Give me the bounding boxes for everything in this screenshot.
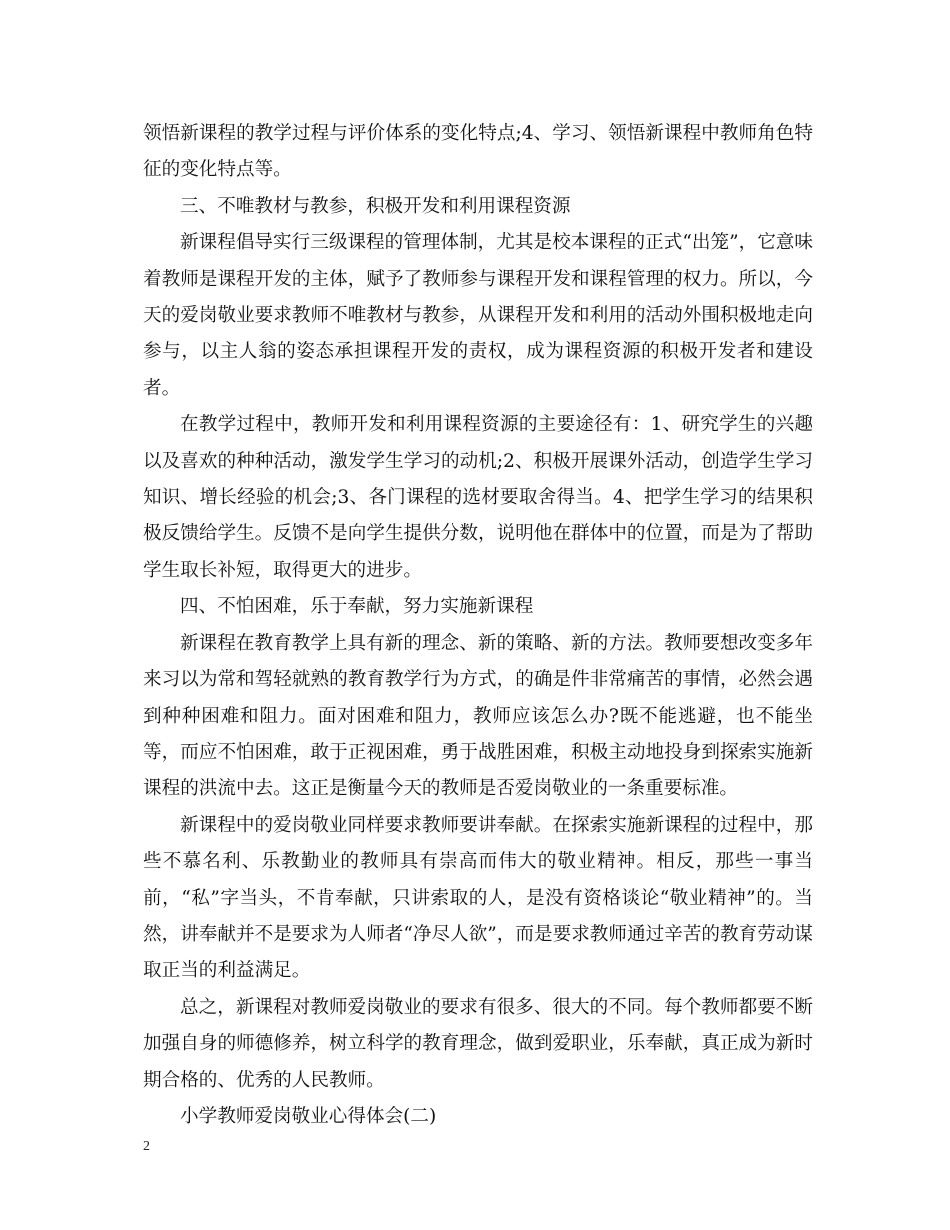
- paragraph-dedication: 新课程中的爱岗敬业同样要求教师要讲奉献。在探索实施新课程的过程中，那些不慕名利、乐教勤业的教师具有崇高而伟大的敬业精神。相反，那些一事当前，“私”字当头，不肯奉献，只讲索取的人，是没有资格谈论“敬业精神”的。当然，讲奉献并不是要求为人师者“净尽人欲”，而是要求教师通过辛苦的教育劳动谋取正当的利益满足。: [143, 814, 813, 982]
- paragraph-new-concepts: 新课程在教育教学上具有新的理念、新的策略、新的方法。教师要想改变多年来习以为常和驾轻就熟的教育教学行为方式，的确是件非常痛苦的事情，必然会遇到种种困难和阻力。面对困难和阻力，教师应该怎么办?既不能逃避，也不能坐等，而应不怕困难，敢于正视困难，勇于战胜困难，积极主动地投身到探索实施新课程的洪流中去。这正是衡量今天的教师是否爱岗敬业的一条重要标准。: [143, 632, 813, 800]
- document-body: [143, 116, 813, 1135]
- paragraph-curriculum-system: 新课程倡导实行三级课程的管理体制，尤其是校本课程的正式“出笼”，它意味着教师是课程开发的主体，赋予了教师参与课程开发和课程管理的权力。所以，今天的爱岗敬业要求教师不唯教材与教参，从课程开发和利用的活动外围积极地走向参与，以主人翁的姿态承担课程开发的责权，成为课程资源的积极开发者和建设者。: [143, 232, 813, 399]
- paragraph-summary: 总之，新课程对教师爱岗敬业的要求有很多、很大的不同。每个教师都要不断加强自身的师德修养，树立科学的教育理念，做到爱职业，乐奉献，真正成为新时期合格的、优秀的人民教师。: [143, 996, 813, 1091]
- section-heading-four: 四、不怕困难，乐于奉献，努力实施新课程: [180, 596, 534, 618]
- paragraph-resource-methods: 在教学过程中，教师开发和利用课程资源的主要途径有：1、研究学生的兴趣以及喜欢的种种活动，激发学生学习的动机;2、积极开展课外活动，创造学生学习知识、增长经验的机会;3、各门课程的选材要取舍得当。4、把学生学习的结果积极反馈给学生。反馈不是向学生提供分数，说明他在群体中的位置，而是为了帮助学生取长补短，取得更大的进步。: [143, 414, 813, 581]
- paragraph-next-title: 小学教师爱岗敬业心得体会(二): [180, 1105, 437, 1127]
- section-heading-three: 三、不唯教材与教参，积极开发和利用课程资源: [180, 195, 571, 217]
- page-number: 2: [143, 1139, 150, 1154]
- paragraph-continuation: 领悟新课程的教学过程与评价体系的变化特点;4、学习、领悟新课程中教师角色特征的变化特点等。: [143, 123, 813, 181]
